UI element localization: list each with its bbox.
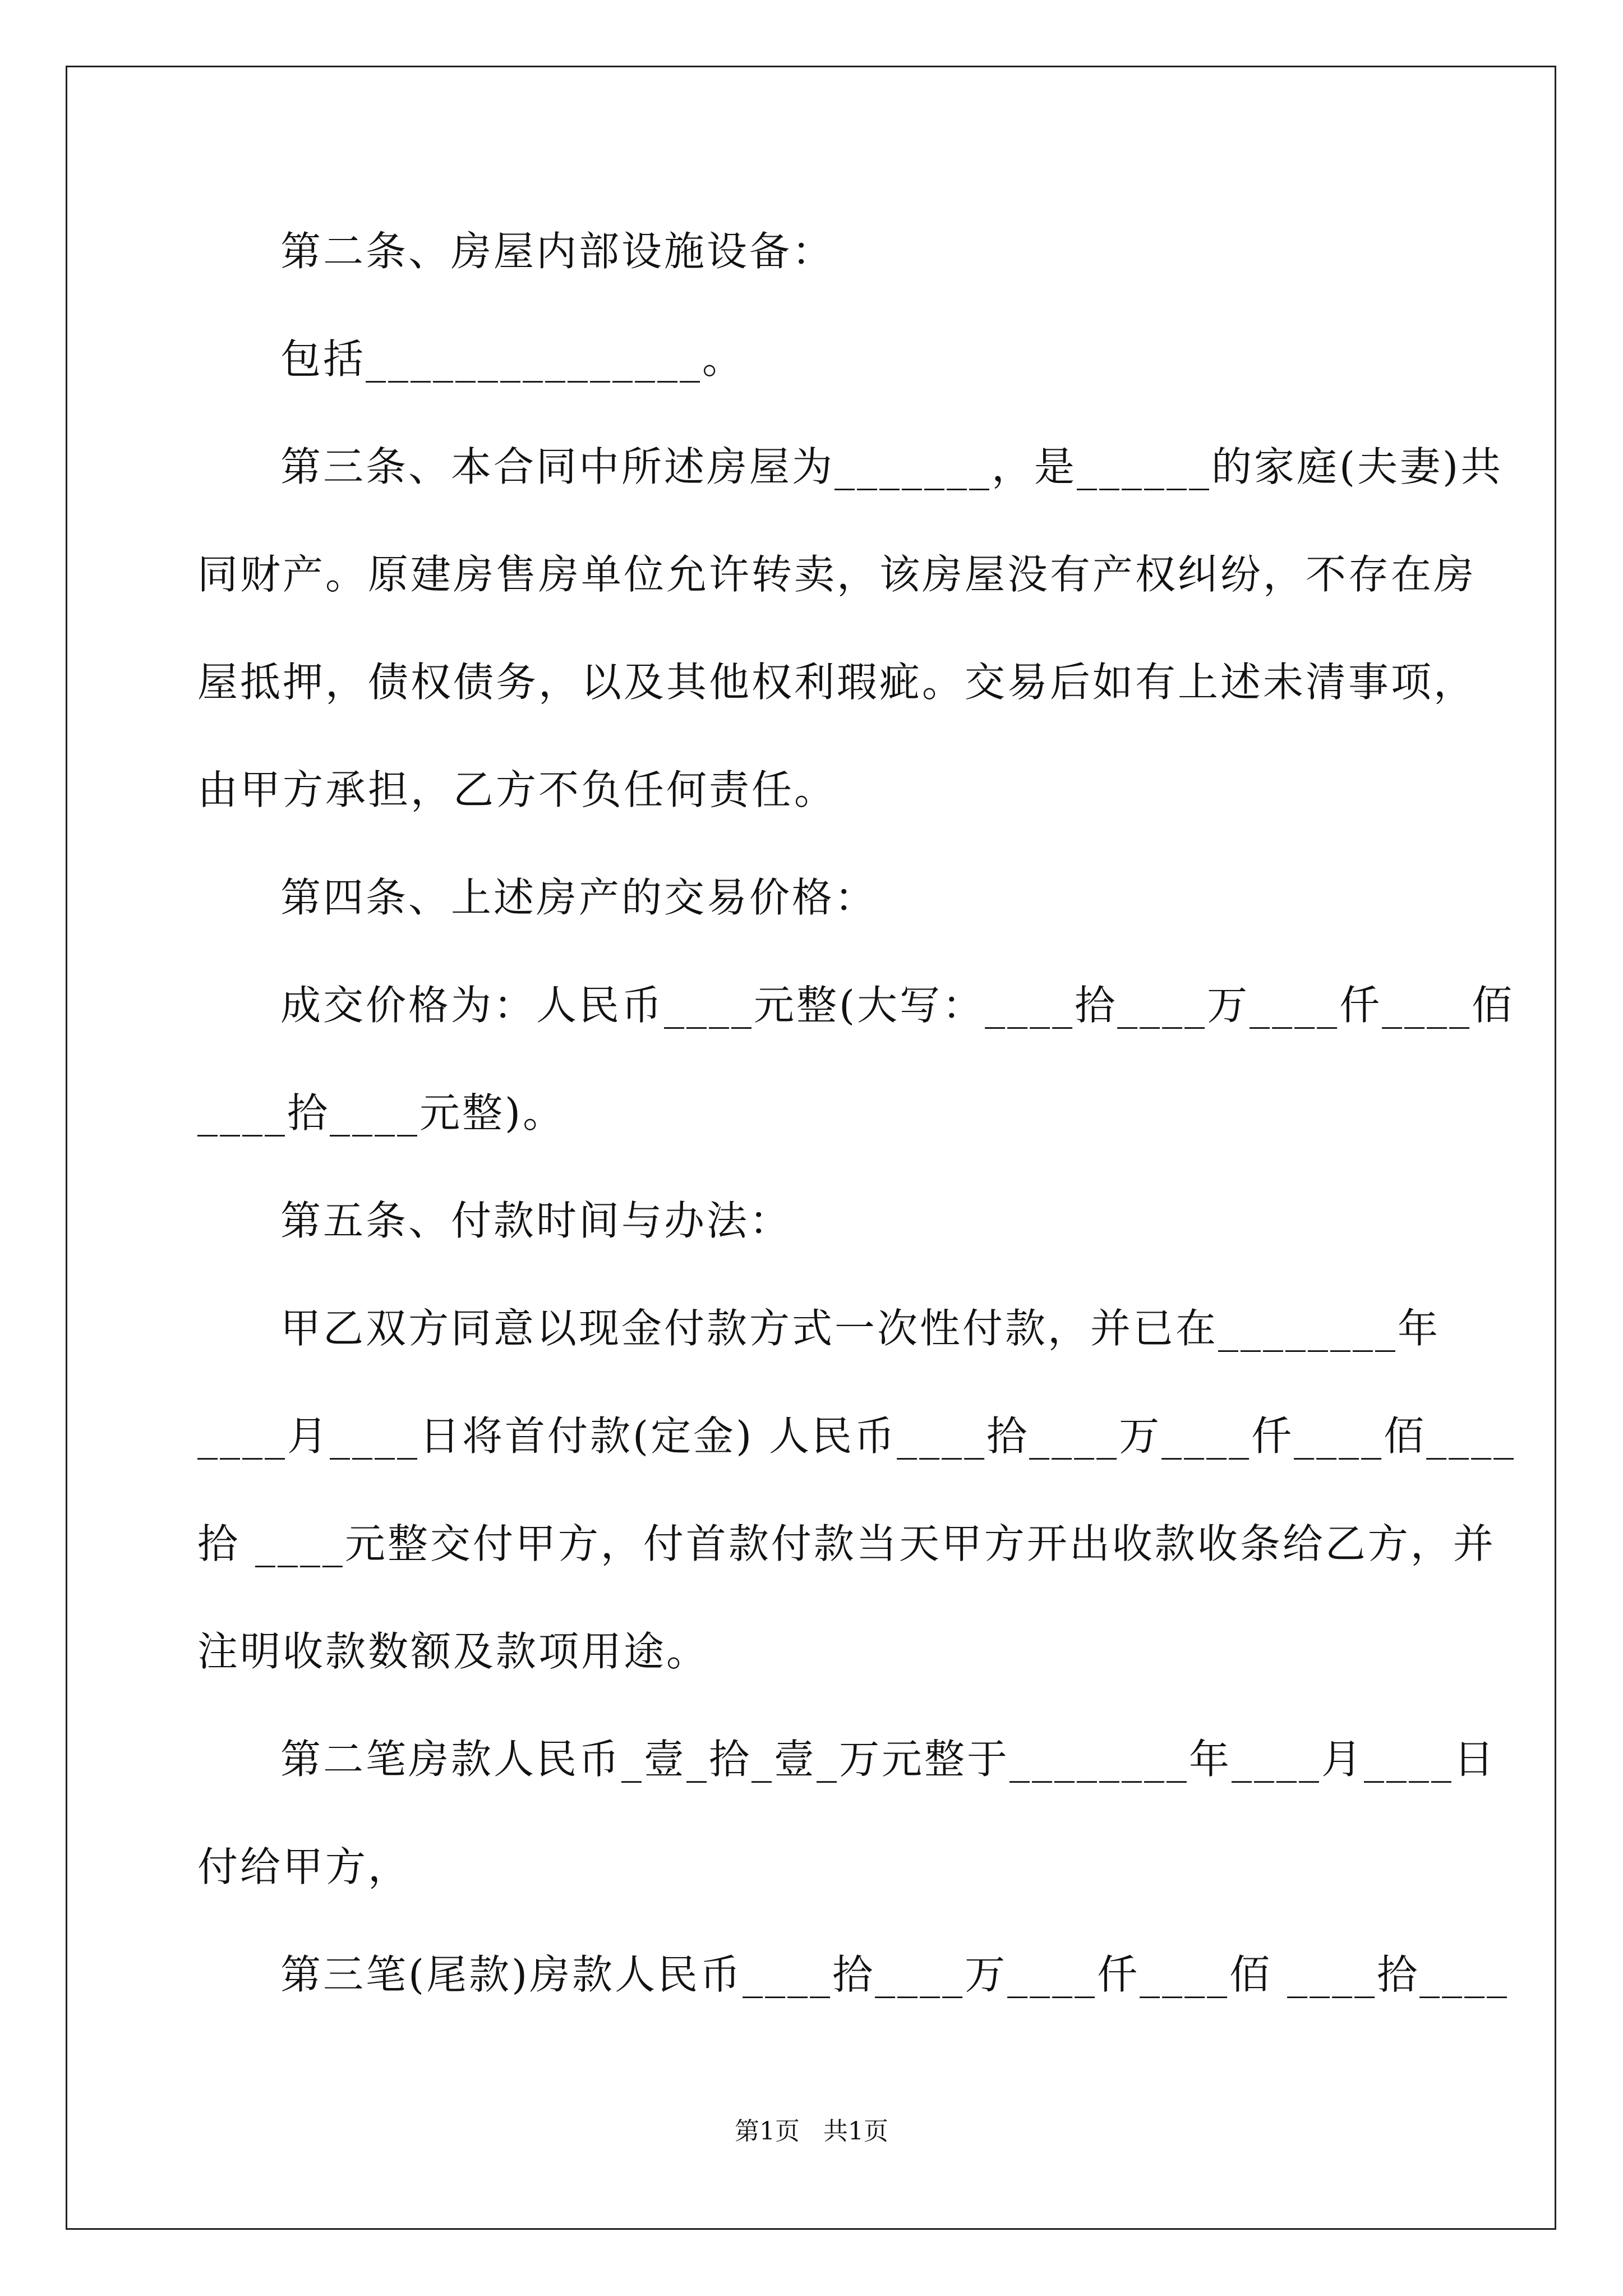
clause-3-line-1: 第三条、本合同中所述房屋为_______，是______的家庭(夫妻)共 (280, 443, 1504, 490)
page-number-footer: 第1页 共1页 (735, 2117, 888, 2146)
clause-5-line-1: 甲乙双方同意以现金付款方式一次性付款，并已在________年 (280, 1305, 1441, 1352)
clause-5-line-2: ____月____日将首付款(定金) 人民币____拾____万____仟____佰____ (197, 1412, 1516, 1460)
clause-4-price-line-2: ____拾____元整)。 (197, 1089, 566, 1137)
clause-5-line-3: 拾 ____元整交付甲方，付首款付款当天甲方开出收款收条给乙方，并 (197, 1520, 1496, 1567)
clause-4-price-line-1: 成交价格为：人民币____元整(大写：____拾____万____仟____佰 (280, 982, 1515, 1029)
page-border (66, 66, 1556, 2230)
second-payment-line-1: 第二笔房款人民币_壹_拾_壹_万元整于________年____月____日 (280, 1736, 1497, 1783)
clause-2-heading: 第二条、房屋内部设施设备： (280, 228, 835, 275)
clause-2-facilities: 包括_______________。 (280, 335, 745, 383)
final-payment-line: 第三笔(尾款)房款人民币____拾____万____仟____佰 ____拾____ (280, 1951, 1510, 1998)
clause-4-heading: 第四条、上述房产的交易价格： (280, 874, 878, 921)
clause-5-line-4: 注明收款数额及款项用途。 (197, 1628, 709, 1675)
clause-5-heading: 第五条、付款时间与办法： (280, 1197, 792, 1244)
clause-3-line-3: 屋抵押，债权债务，以及其他权利瑕疵。交易后如有上述未清事项， (197, 659, 1477, 706)
second-payment-line-2: 付给甲方， (197, 1843, 411, 1890)
clause-3-line-2: 同财产。原建房售房单位允许转卖，该房屋没有产权纠纷，不存在房 (197, 551, 1477, 598)
clause-3-line-4: 由甲方承担，乙方不负任何责任。 (197, 766, 837, 813)
